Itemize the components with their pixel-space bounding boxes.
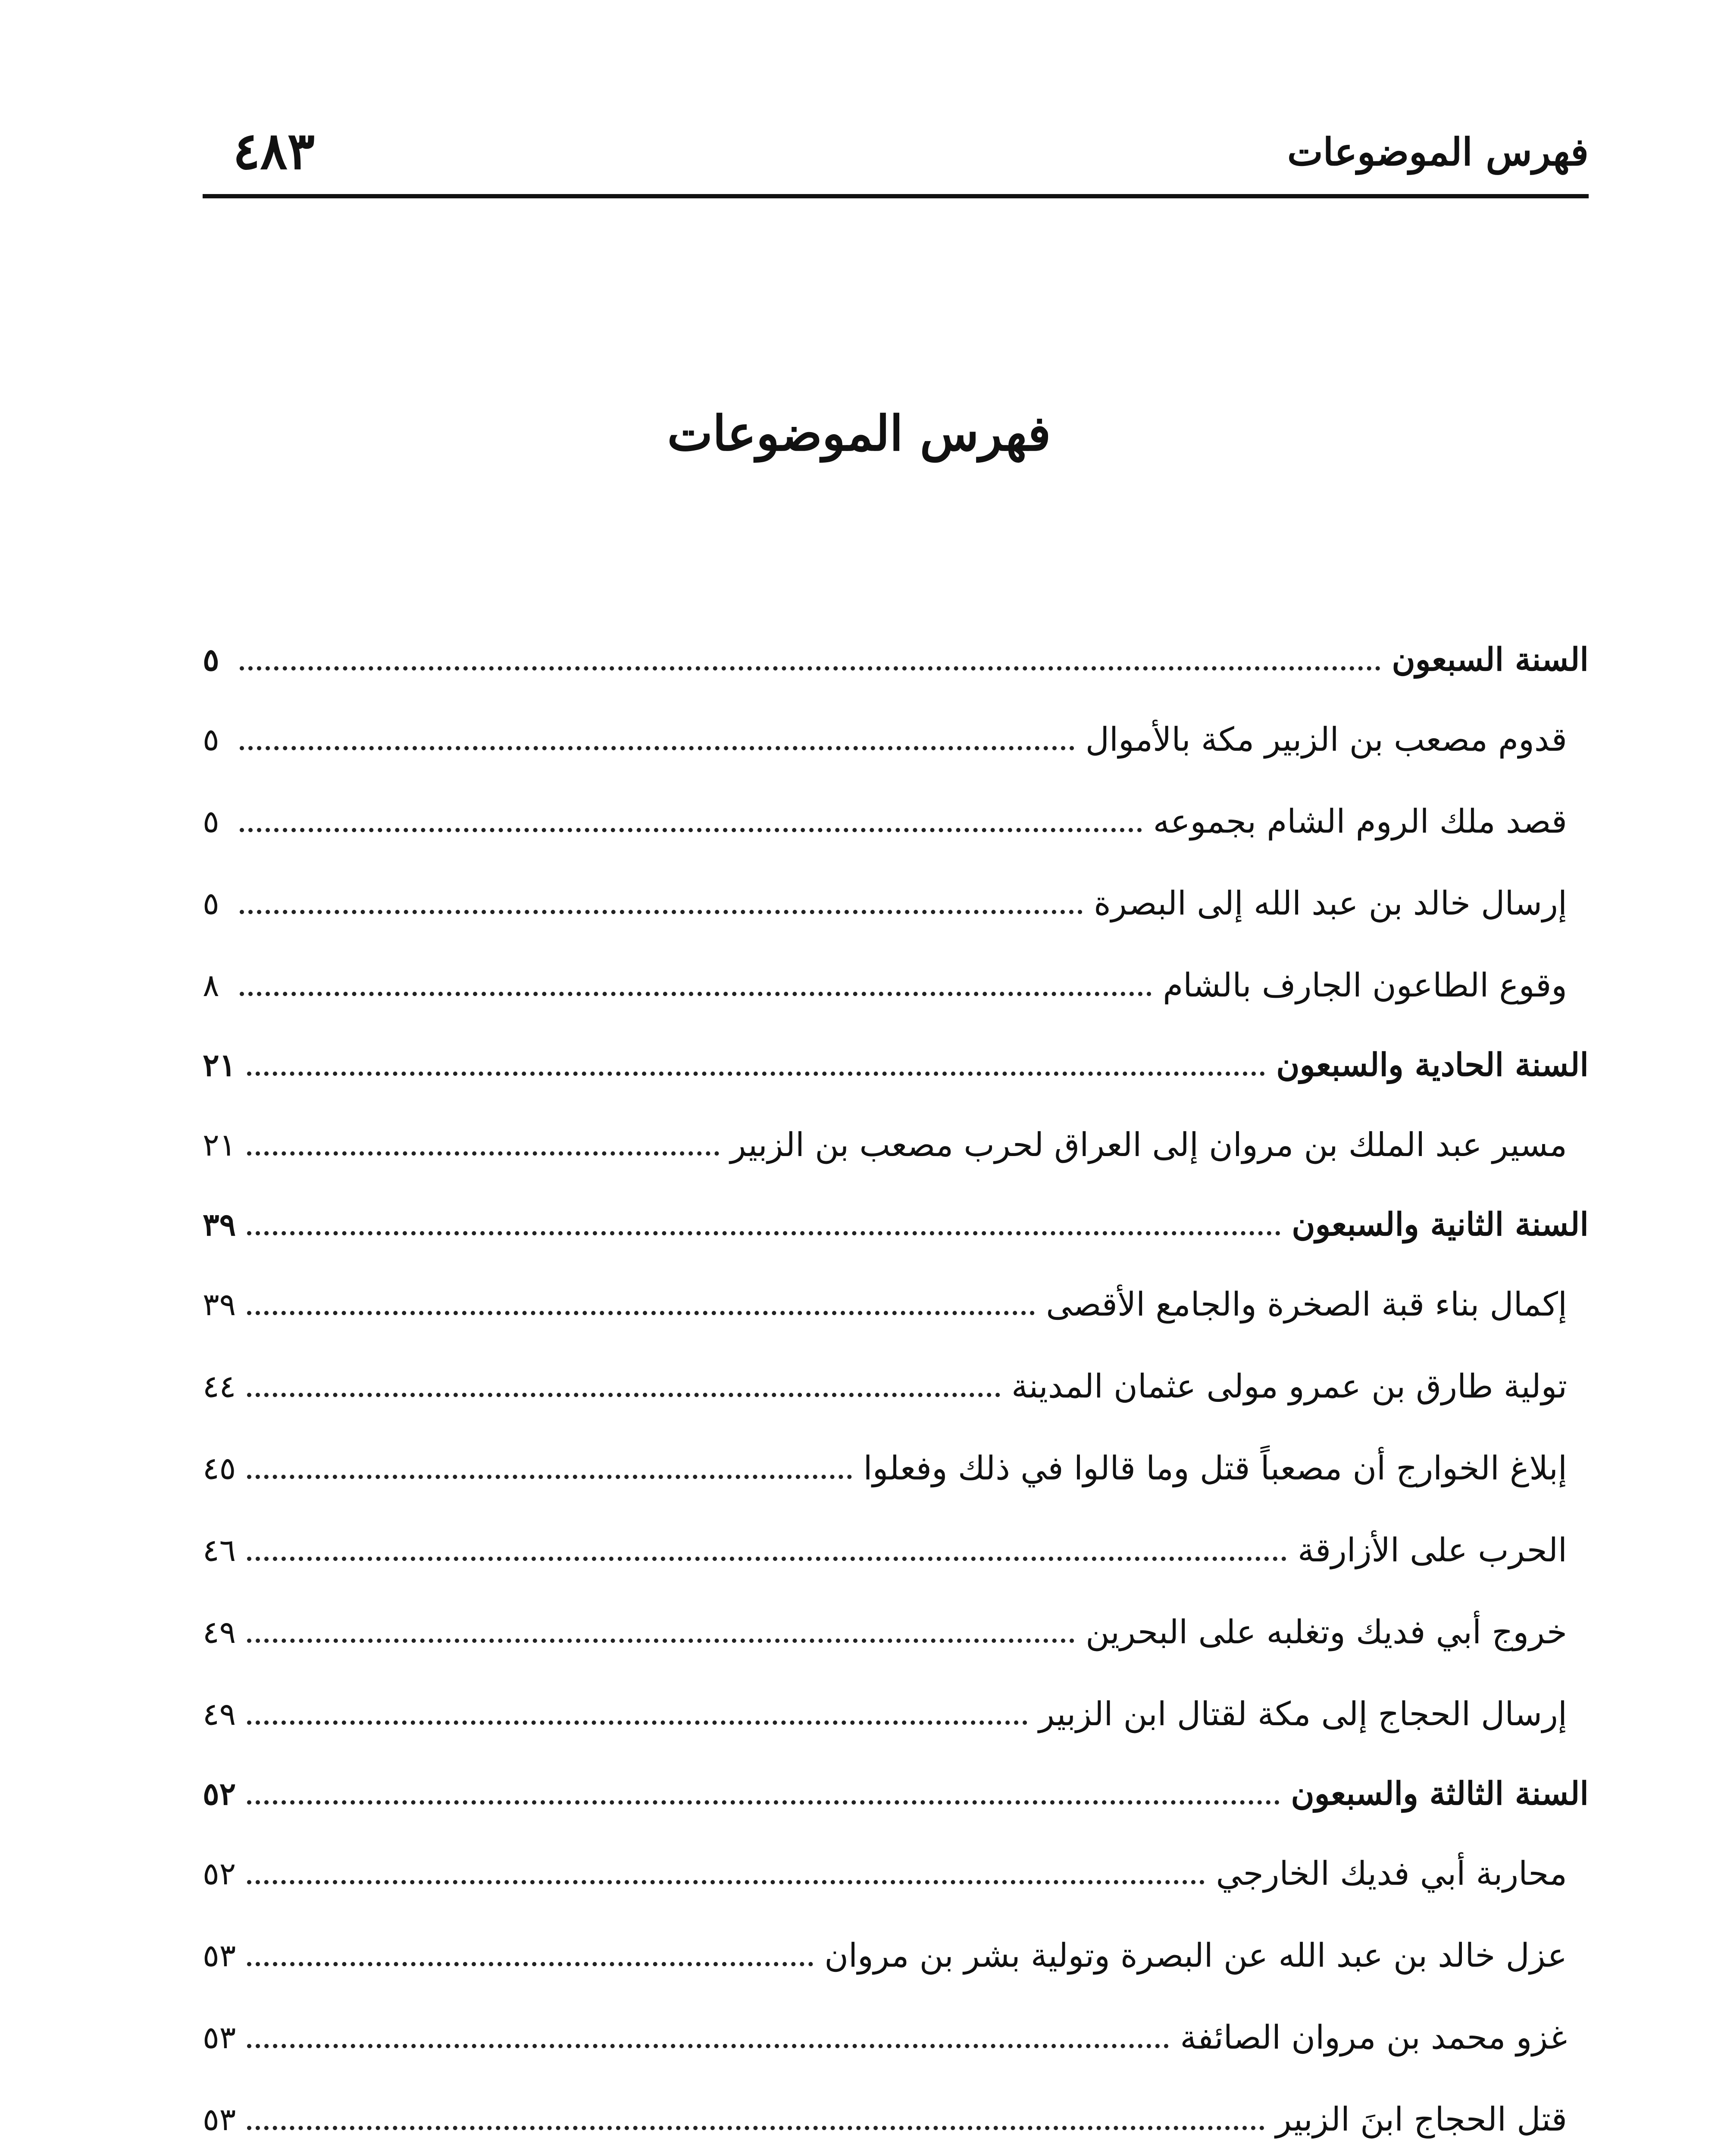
toc-entry-title: إرسال الحجاج إلى مكة لقتال ابن الزبير [1039,1695,1567,1733]
toc-entry-page-number: ٥٢ [203,1775,236,1812]
toc-section-row [203,1186,1589,1263]
toc-entry-page-number: ٣٩ [203,1286,236,1322]
toc-entry-title: السنة السبعون [1392,641,1589,678]
toc-topic-row [203,2078,1589,2156]
toc-section-row [203,621,1589,699]
running-title: فهرس الموضوعات [1287,129,1589,174]
toc-entry-title: غزو محمد بن مروان الصائفة [1180,2018,1567,2056]
toc-entry-title: السنة الثالثة والسبعون [1291,1775,1589,1812]
page-title: فهرس الموضوعات [667,405,1051,462]
toc-topic-row [203,699,1589,780]
dot-leader [247,1800,1280,1805]
dot-leader [240,992,1152,996]
dot-leader [247,1720,1027,1725]
toc-topic-row [203,944,1589,1026]
dot-leader [247,1311,1035,1315]
table-of-contents [203,621,1589,2156]
toc-entry-page-number: ٤٦ [203,1532,236,1568]
toc-entry-title: تولية طارق بن عمرو مولى عثمان المدينة [1011,1367,1567,1405]
toc-entry-title: وقوع الطاعون الجارف بالشام [1163,966,1567,1004]
toc-section-row [203,1755,1589,1833]
toc-entry-page-number: ٥ [203,885,219,921]
toc-entry-title: السنة الثانية والسبعون [1292,1206,1589,1243]
dot-leader [247,1557,1286,1561]
toc-topic-row [203,1673,1589,1755]
toc-entry-page-number: ٢١ [203,1127,236,1163]
toc-topic-row [203,1996,1589,2078]
toc-entry-title: إرسال خالد بن عبد الله إلى البصرة [1094,884,1567,922]
toc-entry-page-number: ٥ [203,641,219,678]
dot-leader [247,1072,1265,1076]
toc-entry-page-number: ٨ [203,967,219,1003]
page-number: ٤٨٣ [233,121,315,181]
toc-topic-row [203,1263,1589,1345]
toc-entry-page-number: ٥ [203,721,219,758]
toc-entry-page-number: ٤٥ [203,1450,236,1486]
toc-entry-page-number: ٥٣ [203,2101,236,2137]
toc-entry-title: إبلاغ الخوارج أن مصعباً قتل وما قالوا في ذلك وفعلوا [863,1449,1567,1487]
dot-leader [247,1393,1000,1397]
toc-entry-title: قصد ملك الروم الشام بجموعه [1153,802,1567,840]
toc-entry-page-number: ٥٢ [203,1855,236,1892]
toc-entry-page-number: ٤٤ [203,1368,236,1404]
dot-leader [240,746,1074,750]
toc-topic-row [203,1427,1589,1509]
dot-leader [247,1231,1280,1235]
toc-topic-row [203,780,1589,862]
dot-leader [247,1151,719,1156]
toc-entry-title: محاربة أبي فديك الخارجي [1216,1854,1567,1893]
dot-leader [247,2126,1264,2130]
toc-entry-title: قتل الحجاج ابنَ الزبير [1275,2100,1567,2138]
toc-entry-title: إكمال بناء قبة الصخرة والجامع الأقصى [1046,1285,1567,1323]
dot-leader [247,1962,813,1966]
dot-leader [247,2044,1169,2048]
toc-entry-page-number: ٥٣ [203,1937,236,1974]
dot-leader [247,1639,1074,1643]
toc-topic-row [203,1591,1589,1673]
dot-leader [247,1880,1205,1884]
toc-entry-page-number: ٤٩ [203,1614,236,1650]
toc-entry-page-number: ٤٩ [203,1696,236,1732]
running-header [203,108,1589,198]
toc-section-row [203,1026,1589,1104]
toc-entry-title: خروج أبي فديك وتغلبه على البحرين [1086,1613,1567,1651]
toc-entry-page-number: ٥٣ [203,2019,236,2056]
toc-topic-row [203,1915,1589,1996]
toc-topic-row [203,862,1589,944]
toc-topic-row [203,1509,1589,1591]
toc-topic-row [203,1104,1589,1186]
toc-entry-page-number: ٢١ [203,1047,236,1083]
toc-topic-row [203,1345,1589,1427]
toc-topic-row [203,1833,1589,1915]
dot-leader [240,666,1380,671]
toc-entry-title: الحرب على الأزارقة [1297,1531,1567,1569]
toc-entry-title: قدوم مصعب بن الزبير مكة بالأموال [1085,720,1567,758]
dot-leader [240,910,1083,914]
toc-entry-title: السنة الحادية والسبعون [1276,1047,1589,1084]
dot-leader [240,828,1142,832]
dot-leader [247,1475,852,1479]
toc-entry-title: مسير عبد الملك بن مروان إلى العراق لحرب مصعب بن الزبير [730,1125,1567,1164]
toc-entry-title: عزل خالد بن عبد الله عن البصرة وتولية بشر بن مروان [824,1936,1567,1974]
toc-entry-page-number: ٣٩ [203,1206,236,1243]
toc-entry-page-number: ٥ [203,803,219,840]
